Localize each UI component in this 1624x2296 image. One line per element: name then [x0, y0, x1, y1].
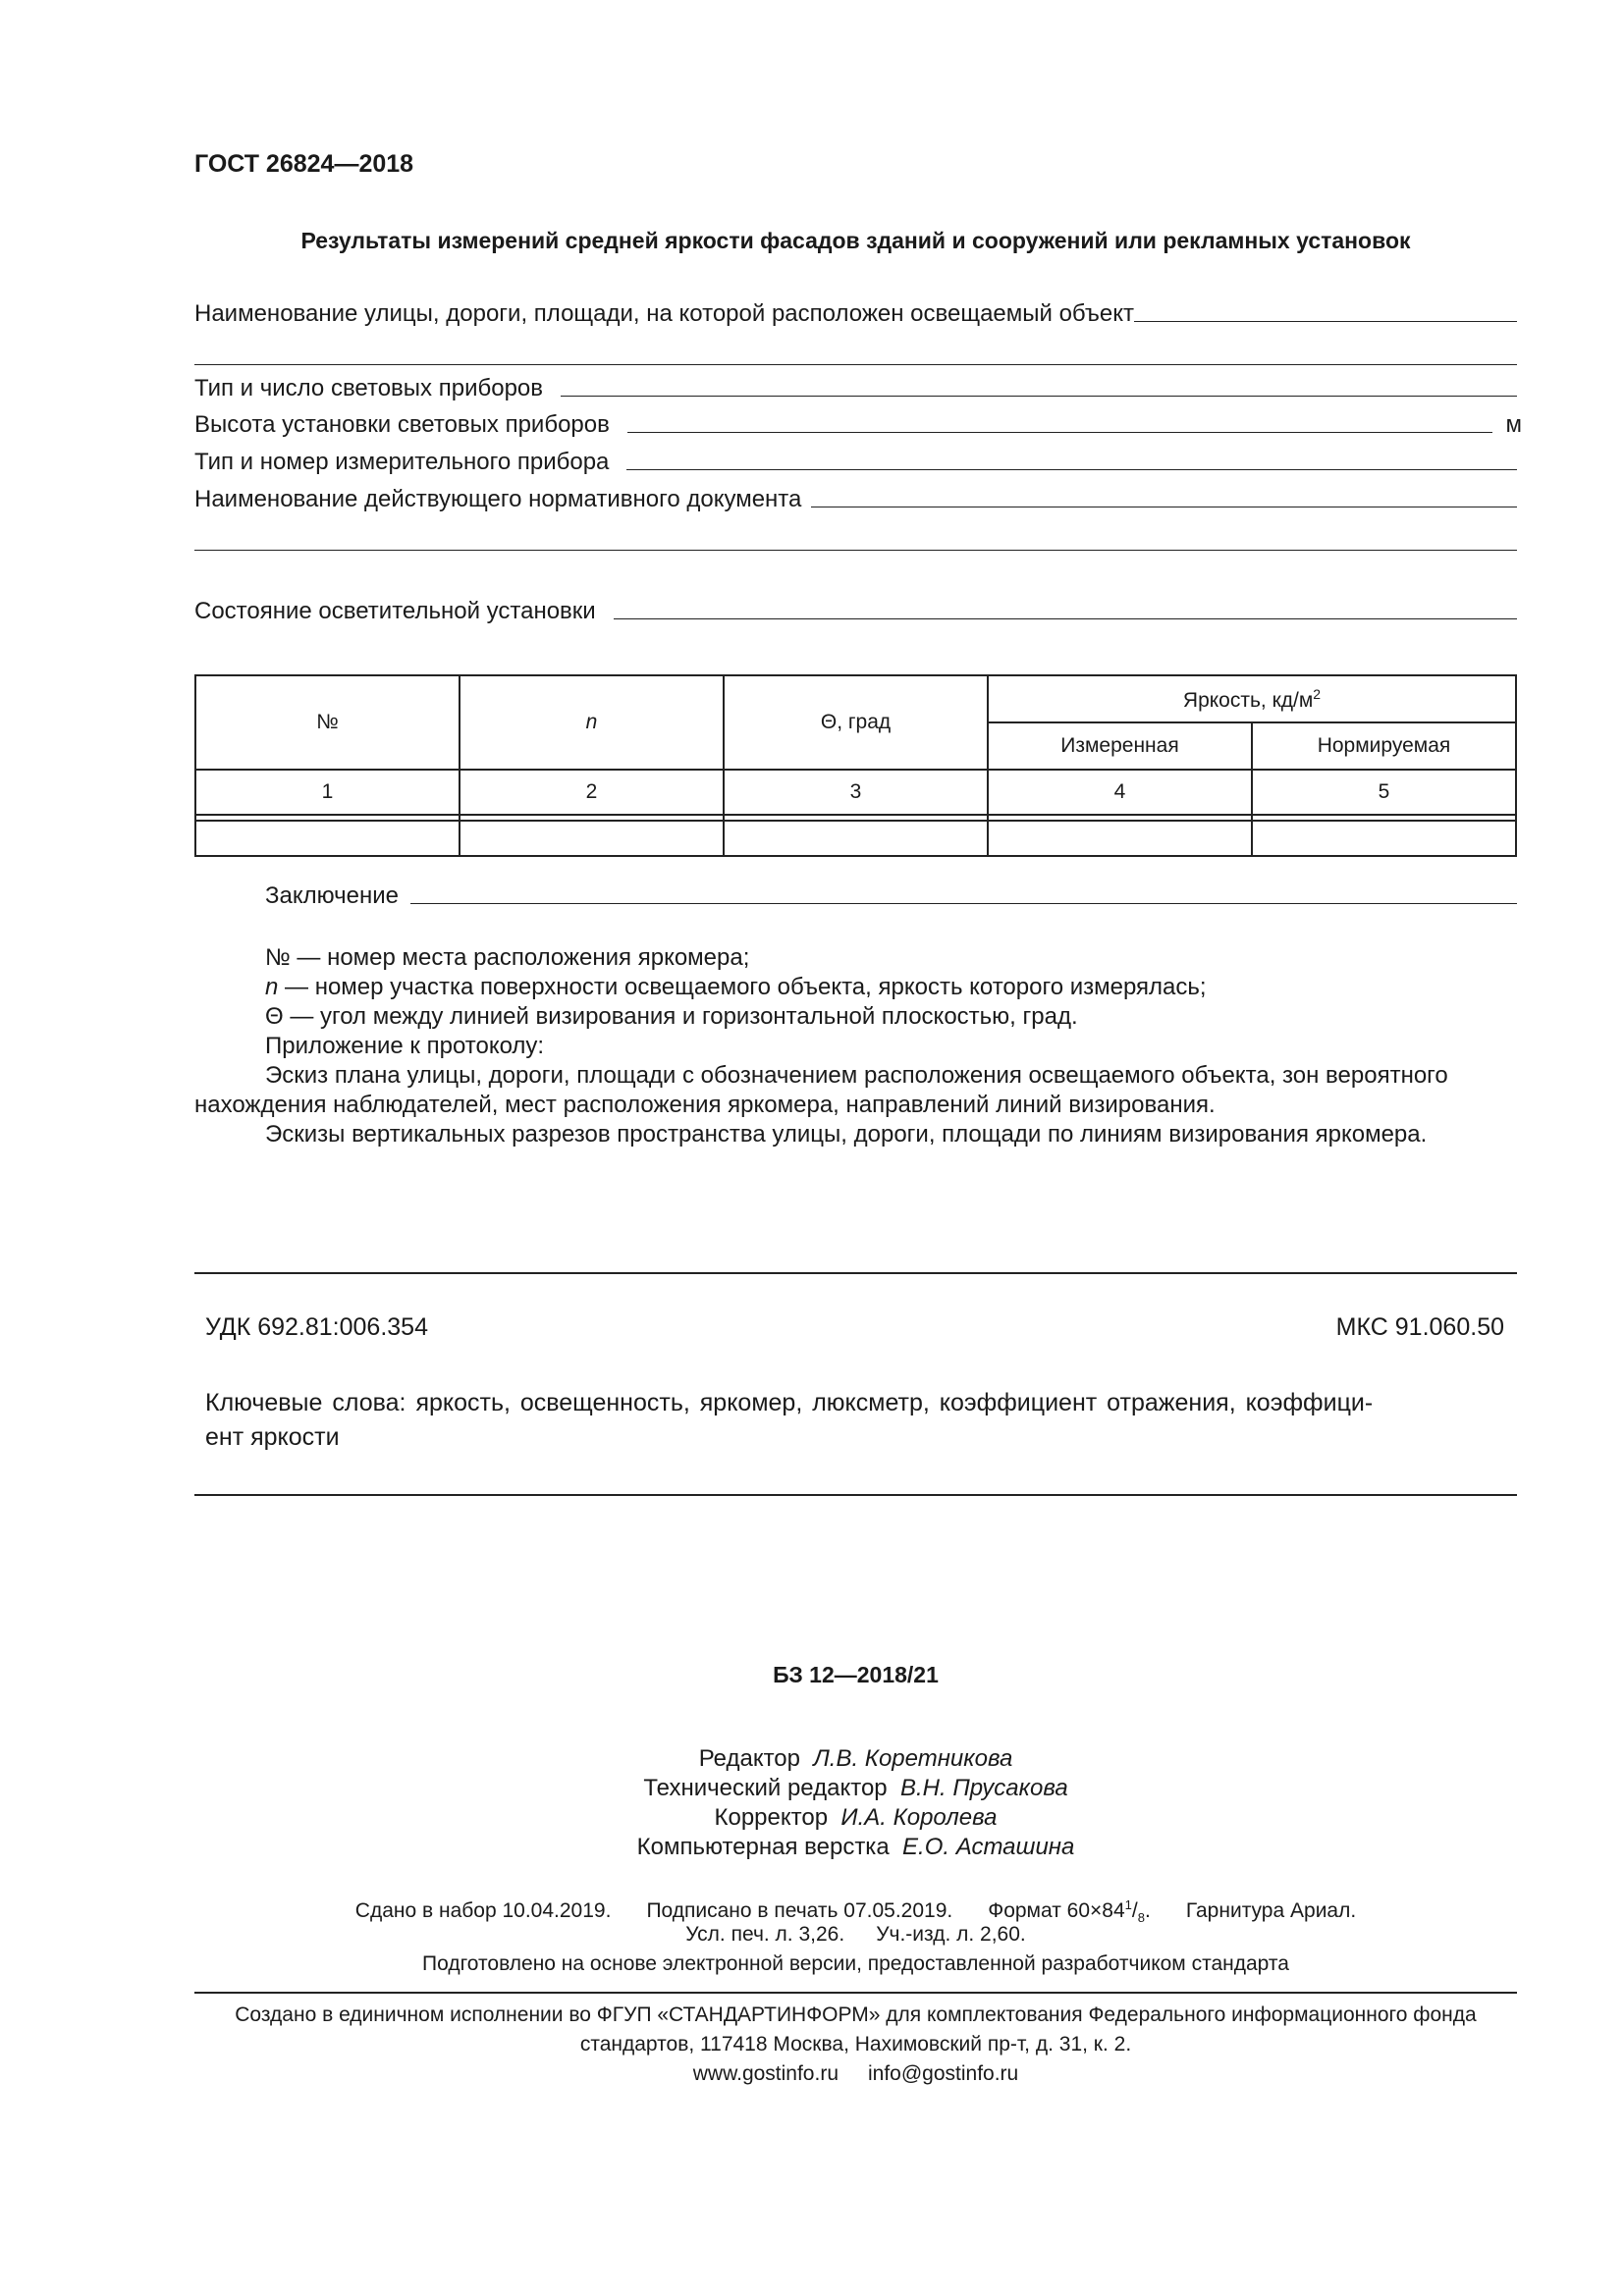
- website-link[interactable]: www.gostinfo.ru: [692, 2062, 839, 2085]
- keywords-line-1: Ключевые слова: яркость, освещенность, яркомер, люксметр, коэффициент отражения, коэффици-: [205, 1389, 1374, 1416]
- field-height-line[interactable]: [627, 431, 1492, 433]
- field-norm-doc-line-2[interactable]: [194, 550, 1517, 551]
- column-number: 1: [195, 770, 460, 815]
- format-sub: 8: [1137, 1910, 1145, 1926]
- print-sheets: Усл. печ. л. 3,26.: [685, 1923, 845, 1946]
- print-details: Сдано в набор 10.04.2019. Подписано в печать 07.05.2019. Формат $60\times 84^1/_8$. Гарнитура Ариал.: [354, 1897, 1357, 1926]
- table-cell-empty[interactable]: [1252, 821, 1516, 856]
- note-theta: Θ — угол между линией визирования и горизонтальной плоскостью, град.: [265, 1003, 1078, 1030]
- appendix-title: Приложение к протоколу:: [265, 1033, 545, 1059]
- field-lamps-label: Тип и число световых приборов: [194, 375, 544, 401]
- column-number: 5: [1252, 770, 1516, 815]
- field-norm-doc-label: Наименование действующего нормативного документа: [194, 486, 802, 512]
- signed-date: Подписано в печать 07.05.2019.: [646, 1899, 953, 1922]
- appendix-item-1: Эскиз плана улицы, дороги, площади с обозначением расположения освещаемого объекта, зон вероятного: [265, 1062, 1448, 1089]
- udk-code: УДК 692.81:006.354: [205, 1313, 428, 1341]
- sheet-details: [194, 1920, 1517, 1949]
- field-state-row: [194, 597, 1517, 626]
- note-n: [265, 973, 1207, 1002]
- conclusion-row: [265, 881, 1517, 911]
- header-theta: Θ, град: [724, 675, 988, 770]
- header-brightness-text: Яркость, кд/м: [1182, 688, 1314, 712]
- credit-role: Компьютерная верстка: [636, 1834, 890, 1860]
- credit-layout: [194, 1833, 1517, 1862]
- header-brightness-sup: 2: [1313, 685, 1322, 702]
- form-title: Результаты измерений средней яркости фасадов зданий и сооружений или рекламных установок: [300, 228, 1411, 253]
- field-meter-line[interactable]: [626, 468, 1517, 470]
- conclusion-line[interactable]: [410, 902, 1517, 904]
- field-meter-row: [194, 448, 1517, 477]
- format-end: .: [1144, 1899, 1151, 1922]
- field-height-row: [194, 410, 1522, 440]
- column-number: 2: [460, 770, 724, 815]
- keywords-line-2: ент яркости: [205, 1423, 340, 1451]
- header-brightness: [988, 675, 1516, 722]
- header-normed: Нормируемая: [1252, 722, 1516, 770]
- bz-code: БЗ 12—2018/21: [773, 1662, 939, 1687]
- format-text: Формат 60×84: [988, 1899, 1125, 1922]
- credit-editor: [194, 1744, 1517, 1774]
- credit-tech-editor: [194, 1774, 1517, 1803]
- credit-role: Технический редактор: [643, 1775, 888, 1801]
- table-cell-empty[interactable]: [460, 821, 724, 856]
- note-no: № — номер места расположения яркомера;: [265, 944, 750, 971]
- field-street-line-2[interactable]: [194, 364, 1517, 365]
- field-lamps-row: [194, 374, 1517, 403]
- measurement-table: [194, 674, 1517, 857]
- field-street-label: Наименование улицы, дороги, площади, на которой расположен освещаемый объект: [194, 300, 1134, 327]
- header-measured: Измеренная: [988, 722, 1252, 770]
- note-n-text: — номер участка поверхности освещаемого объекта, яркость которого измерялась;: [278, 974, 1207, 1000]
- credit-name: В.Н. Прусакова: [900, 1775, 1068, 1801]
- pub-sheets: Уч.-изд. л. 2,60.: [876, 1923, 1026, 1946]
- appendix-item-2: Эскизы вертикальных разрезов пространства улицы, дороги, площади по линиям визирования яркомера.: [265, 1121, 1428, 1148]
- field-meter-label: Тип и номер измерительного прибора: [194, 449, 610, 475]
- field-state-line[interactable]: [614, 617, 1517, 619]
- credit-name: Л.В. Коретникова: [813, 1745, 1013, 1772]
- field-norm-doc-line[interactable]: [811, 506, 1517, 507]
- field-state-label: Состояние осветительной установки: [194, 598, 596, 624]
- header-n: n: [460, 675, 724, 770]
- created-note-line-2: стандартов, 117418 Москва, Нахимовский пр-т, д. 31, к. 2.: [579, 2033, 1132, 2056]
- created-note-line-1: Создано в единичном исполнении во ФГУП «СТАНДАРТИНФОРМ» для комплектования Федерального информационного фонда: [235, 2003, 1477, 2026]
- field-norm-doc-row: [194, 485, 1517, 514]
- table-cell-empty[interactable]: [988, 821, 1252, 856]
- field-street-line[interactable]: [1134, 320, 1517, 322]
- conclusion-label: Заключение: [265, 882, 399, 909]
- field-height-unit: м: [1505, 411, 1522, 438]
- divider-line: [194, 1272, 1517, 1274]
- credit-name: И.А. Королева: [840, 1804, 998, 1831]
- prepared-note: Подготовлено на основе электронной версии, предоставленной разработчиком стандарта: [422, 1952, 1289, 1975]
- column-number: 4: [988, 770, 1252, 815]
- format-sup: 1: [1124, 1897, 1132, 1912]
- field-height-label: Высота установки световых приборов: [194, 411, 610, 438]
- mks-code: МКС 91.060.50: [1335, 1313, 1504, 1341]
- divider-line: [194, 1992, 1517, 1994]
- header-no: №: [195, 675, 460, 770]
- table-cell-empty[interactable]: [724, 821, 988, 856]
- credit-name: Е.О. Асташина: [902, 1834, 1075, 1860]
- field-lamps-line[interactable]: [561, 395, 1517, 397]
- table-cell-empty[interactable]: [195, 821, 460, 856]
- note-n-symbol: n: [265, 974, 279, 1000]
- divider-line: [194, 1494, 1517, 1496]
- email-link[interactable]: info@gostinfo.ru: [868, 2062, 1019, 2085]
- credit-corrector: [194, 1803, 1517, 1833]
- document-code: ГОСТ 26824—2018: [194, 150, 414, 178]
- typeface: Гарнитура Ариал.: [1185, 1899, 1357, 1922]
- field-street-row: [194, 299, 1517, 329]
- submitted-date: Сдано в набор 10.04.2019.: [354, 1899, 612, 1922]
- column-number: 3: [724, 770, 988, 815]
- credit-role: Корректор: [714, 1804, 829, 1831]
- credit-role: Редактор: [698, 1745, 800, 1772]
- appendix-item-1-cont: нахождения наблюдателей, мест расположения яркомера, направлений линий визирования.: [194, 1092, 1216, 1118]
- contacts: [194, 2059, 1517, 2089]
